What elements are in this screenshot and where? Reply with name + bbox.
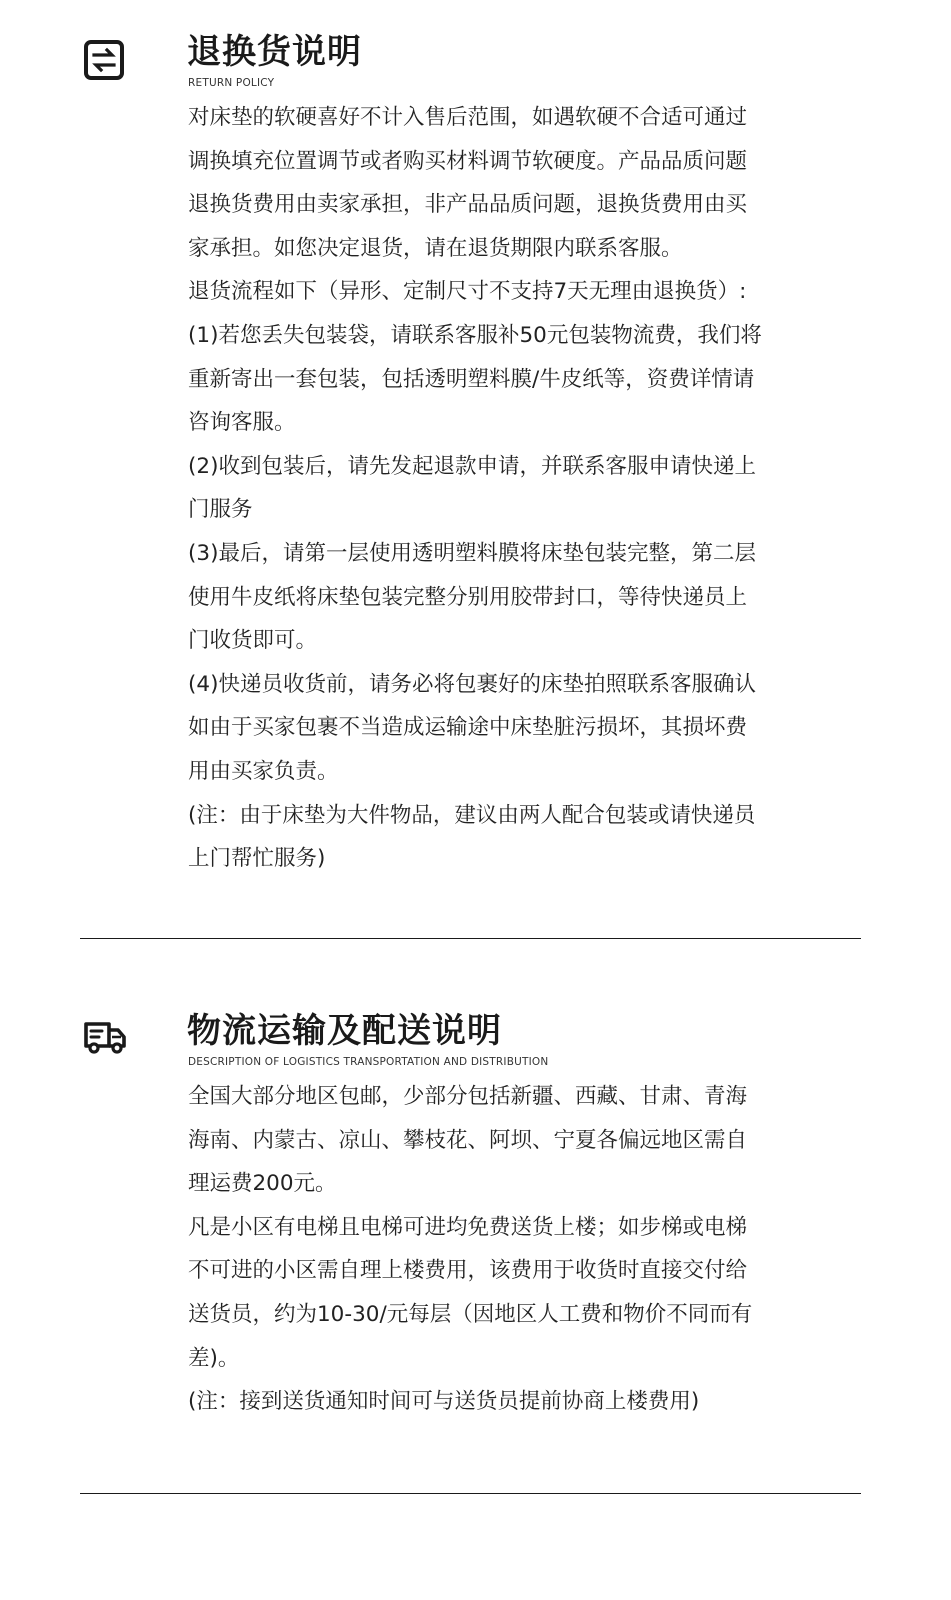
text-line: 咨询客服。 <box>188 410 296 436</box>
return-arrows-icon <box>82 38 126 82</box>
text-line: 如由于买家包裹不当造成运输途中床垫脏污损坏，其损坏费 <box>188 715 748 741</box>
text-line: (1)若您丢失包装袋，请联系客服补50元包装物流费，我们将 <box>188 322 762 348</box>
text-line: (3)最后，请第一层使用透明塑料膜将床垫包装完整，第二层 <box>188 540 756 566</box>
text-line: (4)快递员收货前，请务必将包裹好的床垫拍照联系客服确认 <box>188 671 756 697</box>
delivery-truck-icon <box>82 1016 126 1060</box>
text-line: 退换货费用由卖家承担，非产品品质问题，退换货费用由买 <box>188 192 748 218</box>
return-policy-title: 退换货说明 <box>187 32 362 72</box>
text-line: 退货流程如下（异形、定制尺寸不支持7天无理由退换货）: <box>188 279 747 305</box>
text-line: 用由买家负责。 <box>188 758 339 784</box>
text-line: 上门帮忙服务) <box>188 846 326 872</box>
text-line: 对床垫的软硬喜好不计入售后范围，如遇软硬不合适可通过 <box>188 105 748 130</box>
logistics-subtitle: DESCRIPTION OF LOGISTICS TRANSPORTATION AND DISTRIBUTION <box>188 1056 549 1068</box>
logistics-body <box>188 1075 860 1424</box>
text-line: 门收货即可。 <box>188 628 318 654</box>
logistics-title: 物流运输及配送说明 <box>187 1011 502 1051</box>
text-line: (注：由于床垫为大件物品，建议由两人配合包装或请快递员 <box>188 802 756 828</box>
text-line: 使用牛皮纸将床垫包装完整分别用胶带封口，等待快递员上 <box>188 584 748 610</box>
text-line: 理运费200元。 <box>188 1171 337 1197</box>
text-line: 重新寄出一套包装，包括透明塑料膜/牛皮纸等，资费详情请 <box>188 366 755 392</box>
text-line: 不可进的小区需自理上楼费用，该费用于收货时直接交付给 <box>188 1258 748 1284</box>
text-line: 凡是小区有电梯且电梯可进均免费送货上楼；如步梯或电梯 <box>188 1214 748 1240</box>
text-line: 家承担。如您决定退货，请在退货期限内联系客服。 <box>188 235 683 261</box>
text-line: (注：接到送货通知时间可与送货员提前协商上楼费用) <box>188 1389 700 1415</box>
text-line: 送货员，约为10-30/元每层（因地区人工费和物价不同而有 <box>188 1301 753 1327</box>
section-divider <box>80 1493 861 1494</box>
text-line: 门服务 <box>188 497 253 523</box>
return-policy-subtitle: RETURN POLICY <box>188 77 275 89</box>
text-line: (2)收到包装后，请先发起退款申请，并联系客服申请快递上 <box>188 453 756 479</box>
text-line: 海南、内蒙古、凉山、攀枝花、阿坝、宁夏各偏远地区需自 <box>188 1127 748 1153</box>
section-divider <box>80 938 861 939</box>
text-line: 调换填充位置调节或者购买材料调节软硬度。产品品质问题 <box>188 148 748 174</box>
return-policy-body <box>188 96 860 881</box>
text-line: 全国大部分地区包邮，少部分包括新疆、西藏、甘肃、青海 <box>188 1084 748 1109</box>
text-line: 差)。 <box>188 1345 240 1371</box>
